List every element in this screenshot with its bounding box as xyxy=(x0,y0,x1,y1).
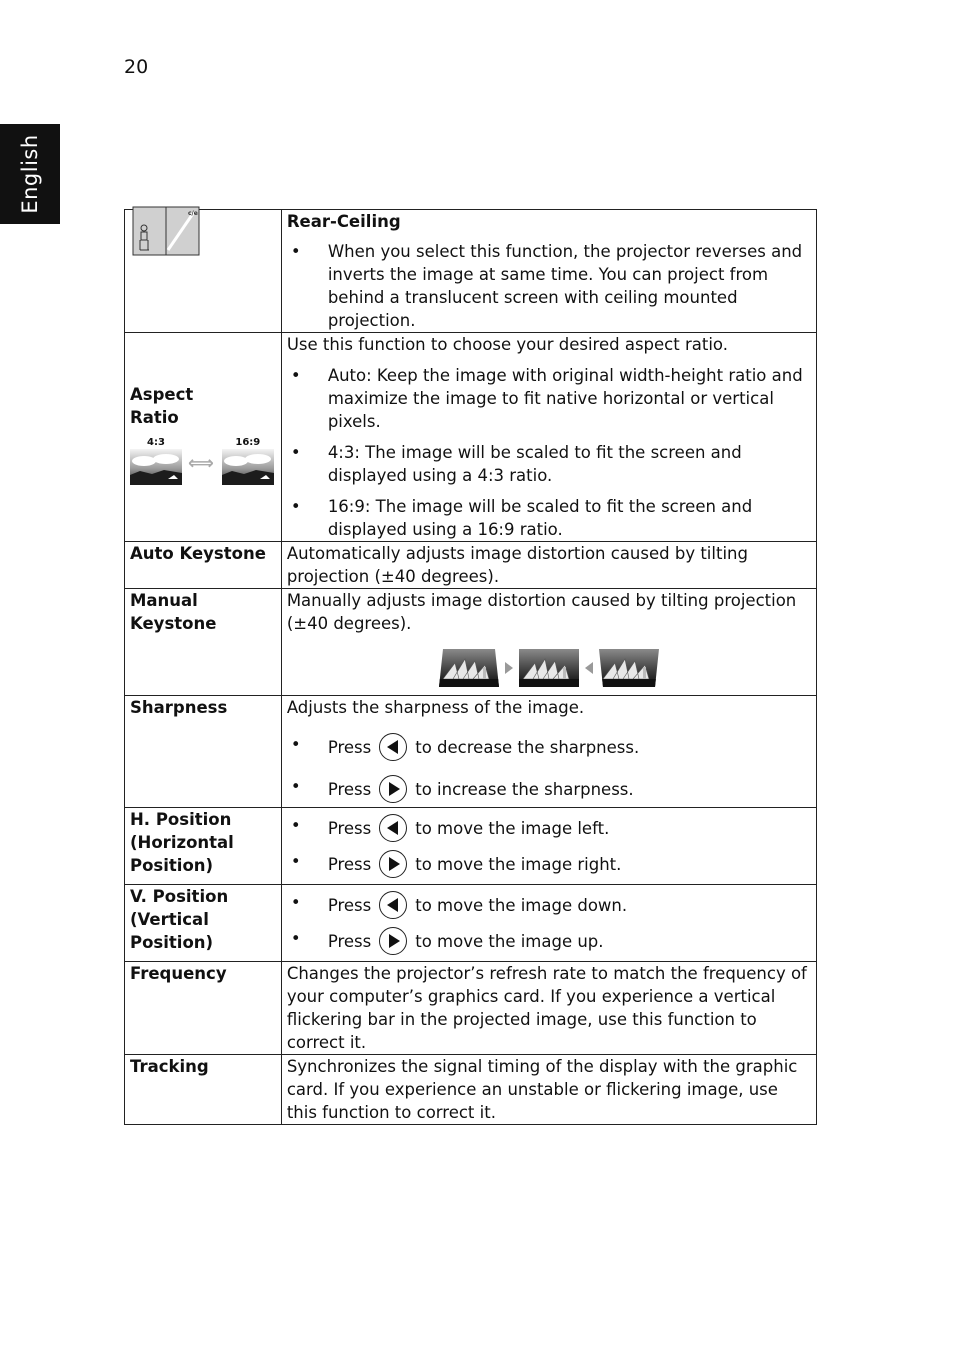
rear-ceiling-title: Rear-Ceiling xyxy=(286,212,401,231)
right-button-icon xyxy=(379,927,407,955)
manual-keystone-name-line2: Keystone xyxy=(130,614,217,633)
sharpness-name: Sharpness xyxy=(125,696,282,808)
keystone-image-top xyxy=(439,649,499,687)
h-position-name-cell xyxy=(125,808,282,885)
ratio-169-image xyxy=(220,449,276,485)
list-item: • When you select this function, the projector reverses and inverts the image at same time. You can project from behind a translucent screen with ceiling mounted projection. xyxy=(287,240,811,332)
list-item: • Press to move the image up. xyxy=(287,927,811,955)
table-row xyxy=(125,542,817,589)
left-button-icon xyxy=(379,814,407,842)
list-item: • Press to move the image right. xyxy=(287,850,811,878)
table-row xyxy=(125,333,817,542)
rear-ceiling-icon-cell xyxy=(125,210,282,333)
table-row xyxy=(125,210,817,333)
table-row xyxy=(125,589,817,696)
language-tab-label: English xyxy=(18,134,42,214)
table-row xyxy=(125,885,817,962)
table-row xyxy=(125,696,817,808)
table-row xyxy=(125,1055,817,1125)
language-tab xyxy=(0,124,60,224)
frequency-name: Frequency xyxy=(125,962,282,1055)
aspect-ratio-intro: Use this function to choose your desired aspect ratio. xyxy=(286,335,728,354)
rear-ceiling-desc xyxy=(281,210,816,333)
keystone-image-bottom xyxy=(599,649,659,687)
list-item: • 16:9: The image will be scaled to fit the screen and displayed using a 16:9 ratio. xyxy=(287,495,811,541)
v-position-name-line3: Position) xyxy=(130,933,214,952)
list-item: • Press to decrease the sharpness. xyxy=(287,733,811,761)
svg-text:c/e: c/e xyxy=(188,210,198,217)
list-item: • Press to increase the sharpness. xyxy=(287,775,811,803)
aspect-ratio-name-line1: Aspect xyxy=(130,385,194,404)
v-position-name-line1: V. Position xyxy=(130,887,229,906)
sharpness-bullets xyxy=(287,733,811,803)
v-position-name-cell xyxy=(125,885,282,962)
h-position-bullets xyxy=(287,814,811,878)
manual-keystone-desc-cell xyxy=(281,589,816,696)
rear-ceiling-bullets xyxy=(287,240,811,332)
arrow-left-icon xyxy=(585,662,593,674)
list-item: • Press to move the image down. xyxy=(287,891,811,919)
table-row xyxy=(125,808,817,885)
manual-keystone-desc: Manually adjusts image distortion caused by tilting projection (±40 degrees). xyxy=(286,591,797,633)
aspect-ratio-name-line2: Ratio xyxy=(130,408,179,427)
keystone-images xyxy=(287,649,811,687)
right-button-icon xyxy=(379,850,407,878)
left-button-icon xyxy=(379,891,407,919)
list-item: • Auto: Keep the image with original width-height ratio and maximize the image to fit native horizontal or vertical pixels. xyxy=(287,364,811,433)
ratio-label-169: 16:9 xyxy=(235,437,261,448)
aspect-ratio-bullets xyxy=(287,364,811,541)
ratio-label-43: 4:3 xyxy=(147,437,165,448)
h-position-name-line1: H. Position xyxy=(130,810,232,829)
left-button-icon xyxy=(379,733,407,761)
v-position-bullets xyxy=(287,891,811,955)
h-position-name-line3: Position) xyxy=(130,856,214,875)
auto-keystone-desc: Automatically adjusts image distortion caused by tilting projection (±40 degrees). xyxy=(281,542,816,589)
sharpness-intro: Adjusts the sharpness of the image. xyxy=(286,698,585,717)
manual-keystone-name-cell xyxy=(125,589,282,696)
rear-ceiling-icon xyxy=(132,206,200,256)
right-button-icon xyxy=(379,775,407,803)
table-row xyxy=(125,962,817,1055)
ratio-43-image xyxy=(130,449,182,485)
sharpness-desc xyxy=(281,696,816,808)
frequency-desc: Changes the projector’s refresh rate to match the frequency of your computer’s graphics card. If you experience a vertical flickering bar in the projected image, use this function to correct it. xyxy=(281,962,816,1055)
tracking-desc: Synchronizes the signal timing of the display with the graphic card. If you experience an unstable or flickering image, use this function to correct it. xyxy=(281,1055,816,1125)
v-position-name-line2: (Vertical xyxy=(130,910,209,929)
page-number: 20 xyxy=(124,56,149,78)
keystone-image-normal xyxy=(519,649,579,687)
v-position-desc xyxy=(281,885,816,962)
aspect-ratio-images xyxy=(130,437,276,485)
arrow-right-icon xyxy=(505,662,513,674)
auto-keystone-name: Auto Keystone xyxy=(125,542,282,589)
aspect-ratio-name-cell xyxy=(125,333,282,542)
list-item: • 4:3: The image will be scaled to fit the screen and displayed using a 4:3 ratio. xyxy=(287,441,811,487)
h-position-desc xyxy=(281,808,816,885)
list-item: • Press to move the image left. xyxy=(287,814,811,842)
settings-table xyxy=(124,209,817,1125)
h-position-name-line2: (Horizontal xyxy=(130,833,234,852)
manual-keystone-name-line1: Manual xyxy=(130,591,198,610)
aspect-ratio-desc xyxy=(281,333,816,542)
tracking-name: Tracking xyxy=(125,1055,282,1125)
swap-arrows-icon: ⟺ xyxy=(188,453,214,474)
